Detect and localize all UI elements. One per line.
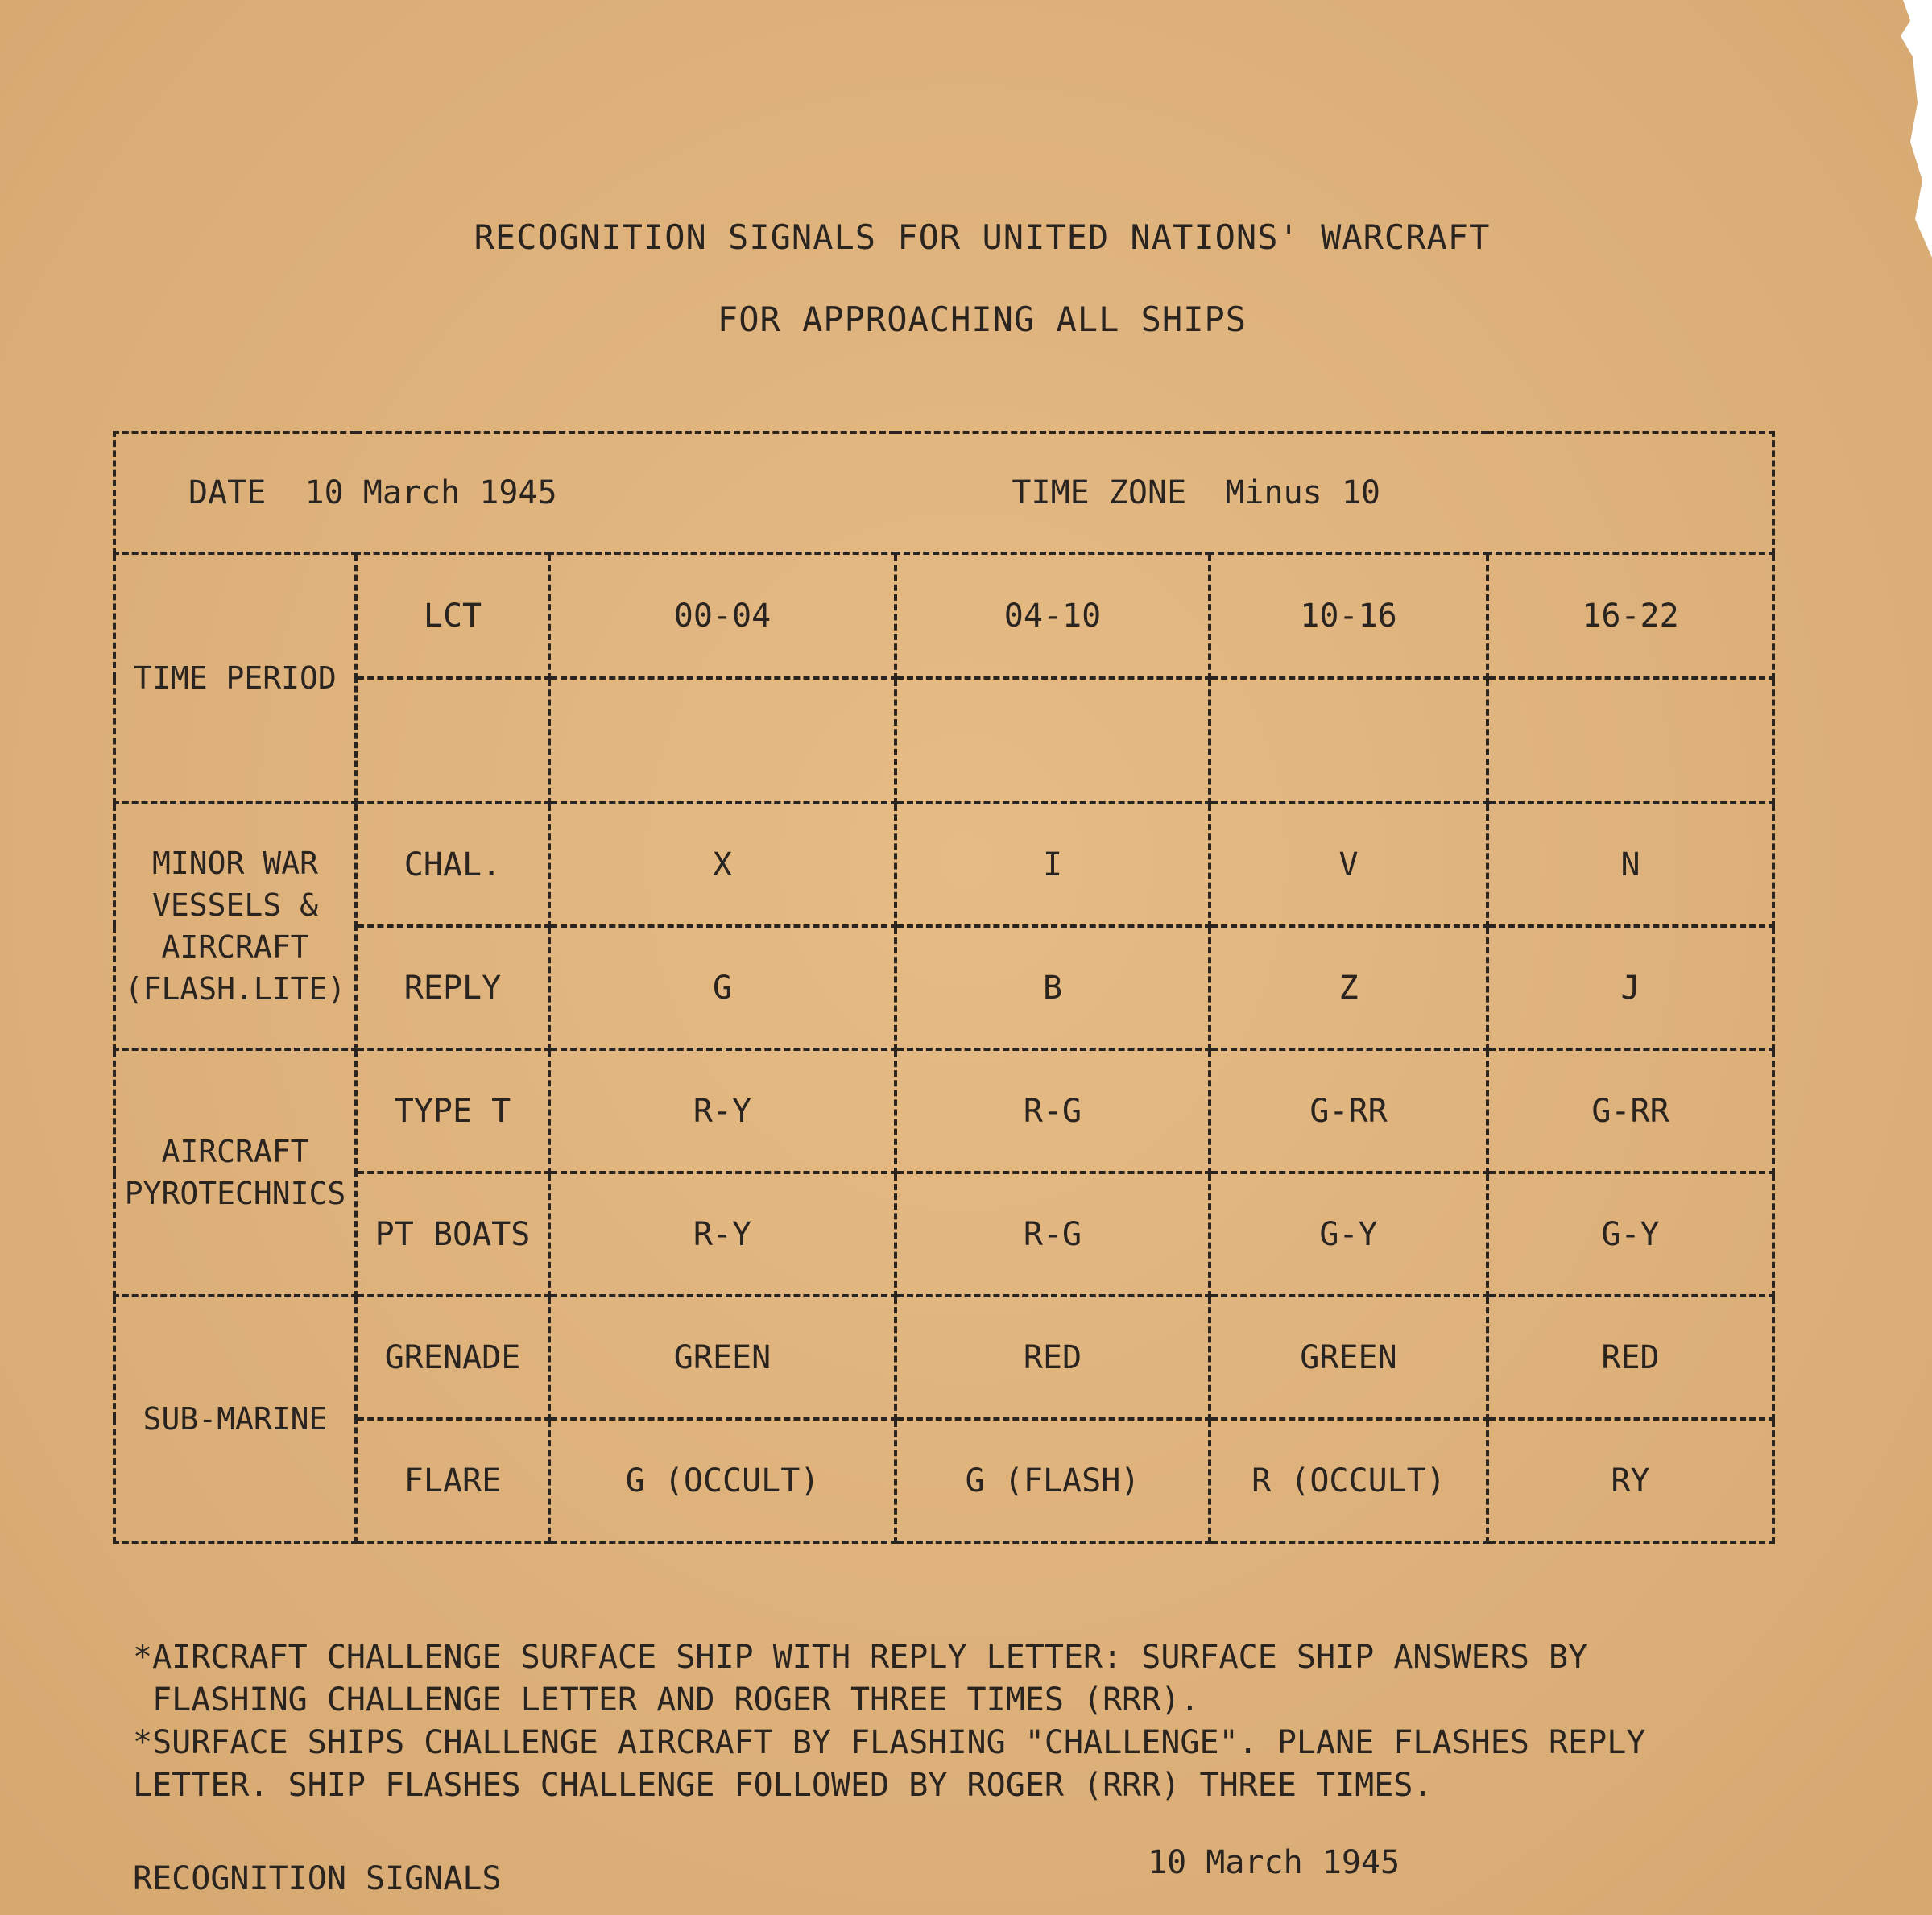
group-label: MINOR WAR VESSELS & AIRCRAFT (FLASH.LITE) [114,803,356,1049]
signal-cell: G-Y [1210,1173,1487,1296]
blank-row [114,678,1773,803]
signal-cell: RED [896,1296,1210,1419]
period-cell: 04-10 [896,553,1210,678]
signal-cell: GREEN [1210,1296,1487,1419]
time-zone-label: TIME ZONE [1012,474,1187,511]
signal-cell: RY [1487,1419,1773,1542]
signal-cell: X [549,803,896,926]
date-zone-row [114,432,1773,553]
table-row [114,926,1773,1049]
blank-cell [1487,678,1773,803]
lct-label: LCT [356,553,549,678]
signal-cell: G-RR [1210,1049,1487,1173]
blank-cell [356,678,549,803]
signal-cell: V [1210,803,1487,926]
footer-date: 10 March 1945 [1148,1844,1400,1881]
signal-cell: R-G [896,1049,1210,1173]
time-zone-field [1012,474,1380,511]
signal-cell: G [549,926,896,1049]
signal-cell: G-RR [1487,1049,1773,1173]
signal-cell: R-Y [549,1173,896,1296]
signal-cell: G (FLASH) [896,1419,1210,1542]
date-zone-cell [114,432,1773,553]
note-line: *SURFACE SHIPS CHALLENGE AIRCRAFT BY FLASHING "CHALLENGE". PLANE FLASHES REPLY [133,1724,1646,1761]
signals-table [113,431,1775,1544]
table-row [114,1296,1773,1419]
row-label: TYPE T [356,1049,549,1173]
group-label: SUB-MARINE [114,1296,356,1542]
blank-cell [549,678,896,803]
period-cell: 10-16 [1210,553,1487,678]
table-row [114,1173,1773,1296]
note-line: *AIRCRAFT CHALLENGE SURFACE SHIP WITH REPLY LETTER: SURFACE SHIP ANSWERS BY [133,1639,1588,1676]
row-label: CHAL. [356,803,549,926]
note-line: LETTER. SHIP FLASHES CHALLENGE FOLLOWED BY ROGER (RRR) THREE TIMES. [133,1767,1433,1804]
signal-cell: R-Y [549,1049,896,1173]
signal-cell: N [1487,803,1773,926]
blank-cell [1210,678,1487,803]
document-title: RECOGNITION SIGNALS FOR UNITED NATIONS' WARCRAFT [474,217,1491,257]
signal-cell: G (OCCULT) [549,1419,896,1542]
date-label: DATE [188,474,267,511]
footer-title: RECOGNITION SIGNALS [133,1860,502,1897]
signal-cell: R-G [896,1173,1210,1296]
time-zone-value: Minus 10 [1225,474,1380,511]
row-label: FLARE [356,1419,549,1542]
row-label: REPLY [356,926,549,1049]
signal-cell: RED [1487,1296,1773,1419]
blank-cell [896,678,1210,803]
signal-cell: I [896,803,1210,926]
signal-cell: GREEN [549,1296,896,1419]
document-subtitle: FOR APPROACHING ALL SHIPS [717,300,1247,339]
table-row [114,1049,1773,1173]
date-value: 10 March 1945 [304,474,557,511]
signal-cell: G-Y [1487,1173,1773,1296]
table-row [114,803,1773,926]
signal-cell: B [896,926,1210,1049]
signal-cell: J [1487,926,1773,1049]
signal-cell: R (OCCULT) [1210,1419,1487,1542]
table-row [114,1419,1773,1542]
row-label: GRENADE [356,1296,549,1419]
time-period-row [114,553,1773,678]
signal-cell: Z [1210,926,1487,1049]
row-label: PT BOATS [356,1173,549,1296]
time-period-label: TIME PERIOD [114,553,356,803]
note-line: FLASHING CHALLENGE LETTER AND ROGER THREE TIMES (RRR). [133,1681,1200,1719]
date-field [188,474,557,511]
period-cell: 00-04 [549,553,896,678]
period-cell: 16-22 [1487,553,1773,678]
group-label: AIRCRAFT PYROTECHNICS [114,1049,356,1296]
